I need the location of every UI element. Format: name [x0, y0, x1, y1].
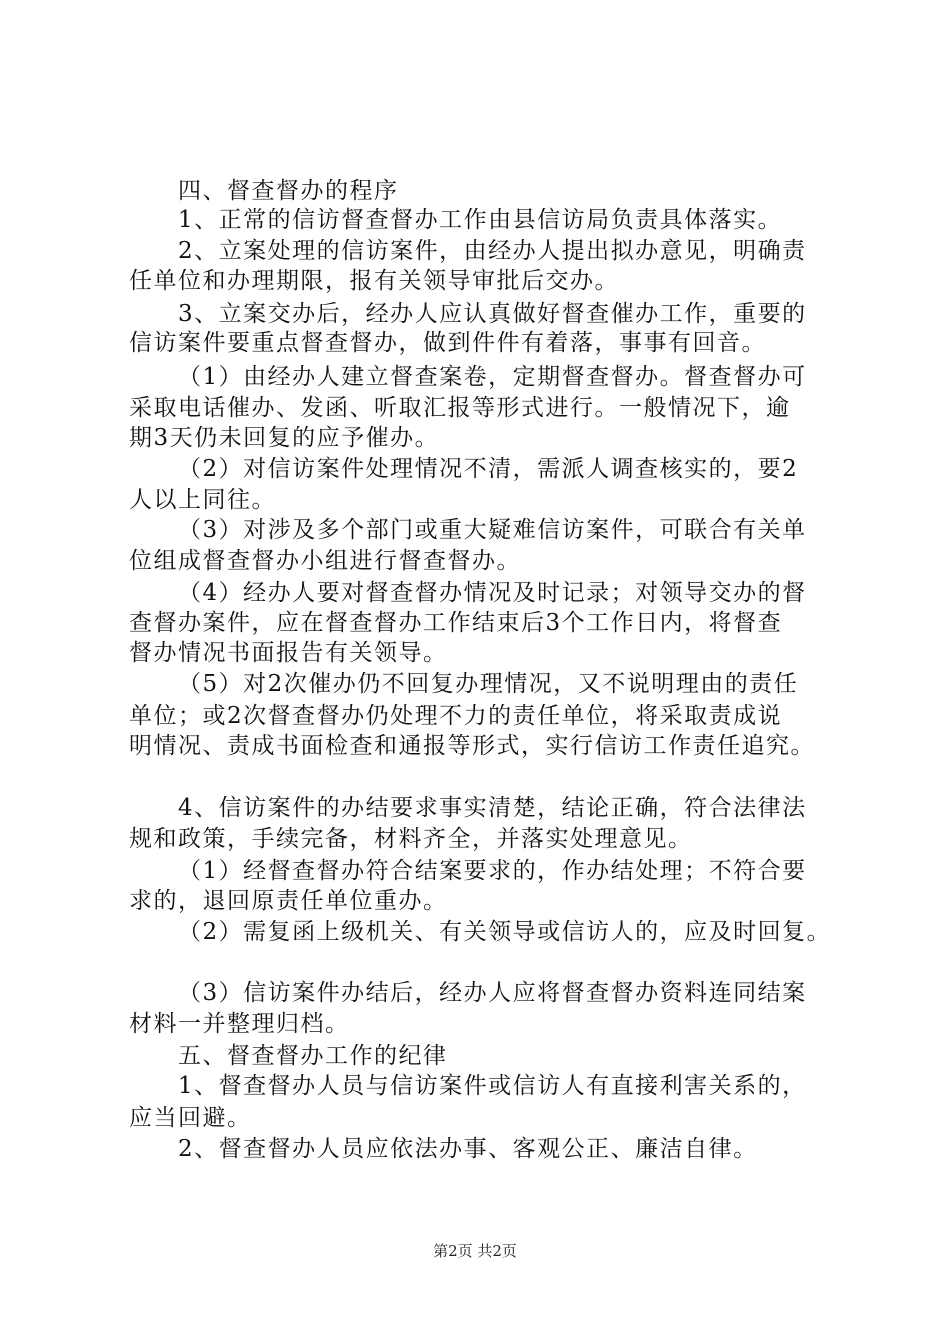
paragraph-line: 4、信访案件的办结要求事实清楚，结论正确，符合法律法 — [178, 795, 807, 821]
section-heading: 四、督查督办的程序 — [178, 178, 399, 204]
paragraph-line: 1、督查督办人员与信访案件或信访人有直接利害关系的， — [178, 1073, 807, 1099]
paragraph-line: （4）经办人要对督查督办情况及时记录；对领导交办的督 — [178, 580, 807, 606]
paragraph-line: （2）需复函上级机关、有关领导或信访人的，应及时回复。 — [178, 919, 832, 945]
paragraph-line: 规和政策，手续完备，材料齐全，并落实处理意见。 — [129, 826, 693, 852]
paragraph-line: 任单位和办理期限，报有关领导审批后交办。 — [129, 268, 619, 294]
paragraph-line: 期3天仍未回复的应予催办。 — [129, 425, 440, 451]
paragraph-line: （1）经督查督办符合结案要求的，作办结处理；不符合要 — [178, 858, 807, 884]
paragraph-line: （2）对信访案件处理情况不清，需派人调查核实的，要2 — [178, 456, 799, 482]
paragraph-line: 材料一并整理归档。 — [129, 1011, 350, 1037]
paragraph-line: 采取电话催办、发函、听取汇报等形式进行。一般情况下，逾 — [129, 395, 791, 421]
paragraph-line: （1）由经办人建立督查案卷，定期督查督办。督查督办可 — [178, 364, 807, 390]
paragraph-line: （3）对涉及多个部门或重大疑难信访案件，可联合有关单 — [178, 517, 807, 543]
paragraph-line: 人以上同往。 — [129, 487, 276, 513]
paragraph-line: 查督办案件，应在督查督办工作结束后3个工作日内，将督查 — [129, 610, 783, 636]
paragraph-line: 2、督查督办人员应依法办事、客观公正、廉洁自律。 — [178, 1136, 758, 1162]
paragraph-line: 位组成督查督办小组进行督查督办。 — [129, 548, 521, 574]
paragraph-line: 信访案件要重点督查督办，做到件件有着落，事事有回音。 — [129, 330, 766, 356]
paragraph-line: （3）信访案件办结后，经办人应将督查督办资料连同结案 — [178, 980, 807, 1006]
paragraph-line: 督办情况书面报告有关领导。 — [129, 640, 448, 666]
paragraph-line: 单位；或2次督查督办仍处理不力的责任单位，将采取责成说 — [129, 703, 783, 729]
paragraph-line: 1、正常的信访督查督办工作由县信访局负责具体落实。 — [178, 207, 783, 233]
paragraph-line: 明情况、责成书面检查和通报等形式，实行信访工作责任追究。 — [129, 733, 815, 759]
paragraph-line: （5）对2次催办仍不回复办理情况，又不说明理由的责任 — [178, 671, 799, 697]
paragraph-line: 求的，退回原责任单位重办。 — [129, 888, 448, 914]
section-heading: 五、督查督办工作的纪律 — [178, 1043, 448, 1069]
paragraph-line: 应当回避。 — [129, 1105, 252, 1131]
page-number: 第2页 共2页 — [433, 1242, 517, 1260]
paragraph-line: 3、立案交办后，经办人应认真做好督查催办工作，重要的 — [178, 301, 807, 327]
paragraph-line: 2、立案处理的信访案件，由经办人提出拟办意见，明确责 — [178, 238, 807, 264]
